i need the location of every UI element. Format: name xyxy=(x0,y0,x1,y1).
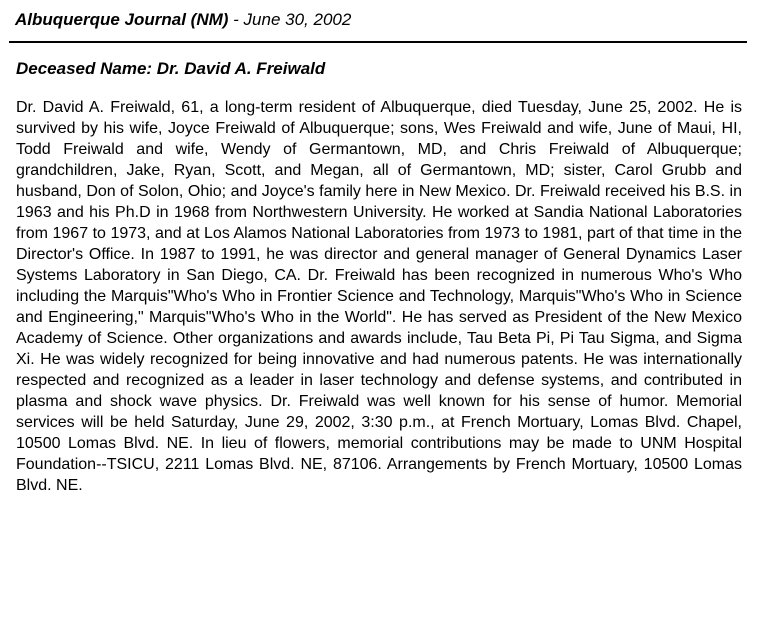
header-divider xyxy=(9,41,747,43)
obituary-text: Dr. David A. Freiwald, 61, a long-term resident of Albuquerque, died Tuesday, June 25, 2002. He is survived by his wife, Joyce Freiwald of Albuquerque; sons, Wes Freiwald and wife, June of Maui, HI, Todd Freiwald and wife, Wendy of Germantown, MD, and Chris Freiwald of Albuquerque; grandchildren, Jake, Ryan, Scott, and Megan, all of Germantown, MD; sister, Carol Grubb and husband, Don of Solon, Ohio; and Joyce's family here in New Mexico. Dr. Freiwald received his B.S. in 1963 and his Ph.D in 1968 from Northwestern University. He worked at Sandia National Laboratories from 1967 to 1973, and at Los Alamos National Laboratories from 1973 to 1981, part of that time in the Director's Office. In 1987 to 1991, he was director and general manager of General Dynamics Laser Systems Laboratory in San Diego, CA. Dr. Freiwald has been recognized in numerous Who's Who including the Marquis"Who's Who in Frontier Science and Technology, Marquis"Who's Who in Science and Engineering," Marquis"Who's Who in the World". He has served as President of the New Mexico Academy of Science. Other organizations and awards include, Tau Beta Pi, Pi Tau Sigma, and Sigma Xi. He was widely recognized for being innovative and had numerous patents. He was internationally respected and recognized as a leader in laser technology and defense systems, and contributed in plasma and shock wave physics. Dr. Freiwald was well known for his sense of humor. Memorial services will be held Saturday, June 29, 2002, 3:30 p.m., at French Mortuary, Lomas Blvd. Chapel, 10500 Lomas Blvd. NE. In lieu of flowers, memorial contributions may be made to UNM Hospital Foundation--TSICU, 2211 Lomas Blvd. NE, 87106. Arrangements by French Mortuary, 10500 Lomas Blvd. NE. xyxy=(16,99,742,494)
publication-header xyxy=(15,9,351,31)
publication-name: Albuquerque Journal (NM) xyxy=(15,10,229,29)
deceased-name-heading: Deceased Name: Dr. David A. Freiwald xyxy=(16,59,326,78)
publication-date: - June 30, 2002 xyxy=(228,10,352,29)
